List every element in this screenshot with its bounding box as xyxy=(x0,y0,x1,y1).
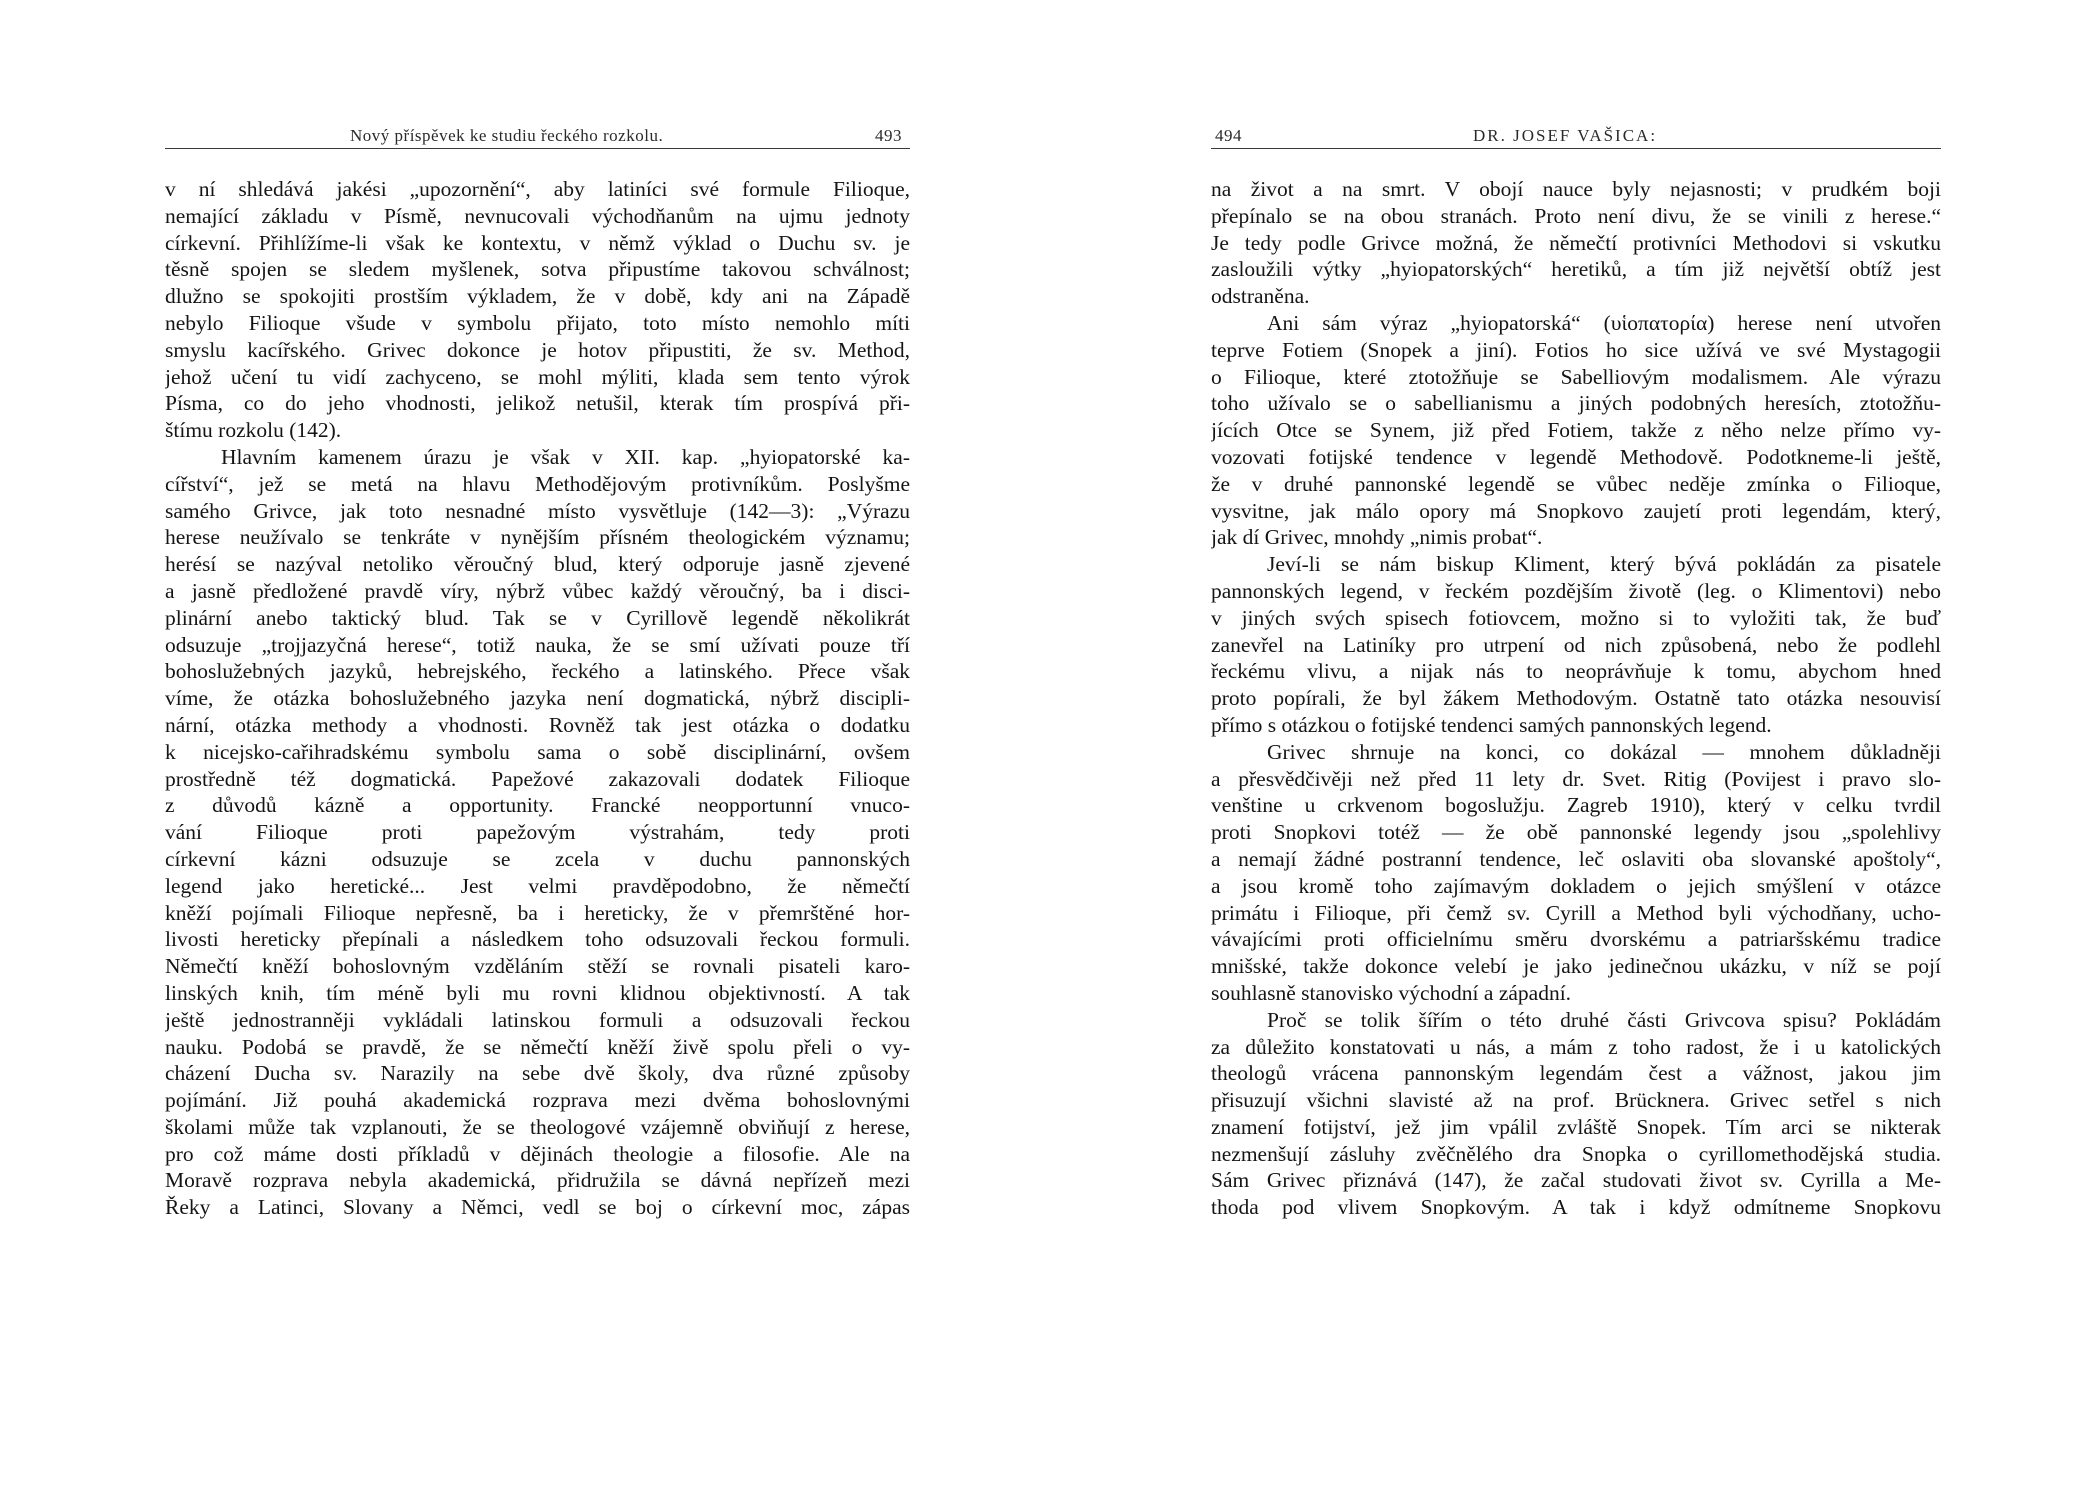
text-line: nární, otázka methody a vhodnosti. Rovněž tak jest otázka o dodatku xyxy=(165,712,910,737)
text-line: legend jako heretické... Jest velmi pravděpodobno, že němečtí xyxy=(165,873,910,898)
left-body-text xyxy=(165,176,910,1221)
text-line: odsuzuje „trojjazyčná herese“, totiž nauka, že se smí užívati pouze tří xyxy=(165,632,910,657)
text-line: v ní shledává jakési „upozornění“, aby latiníci své formule Filioque, xyxy=(165,177,910,201)
right-running-title: DR. JOSEF VAŠICA: xyxy=(1473,126,1658,145)
text-line: církevní. Přihlížíme-li však ke kontextu, v němž výklad o Duchu sv. je xyxy=(165,230,910,255)
text-line: na život a na smrt. V obojí nauce byly nejasnosti; v prudkém boji xyxy=(1211,177,1941,201)
text-line: Jeví-li se nám biskup Kliment, který bývá pokládán za pisatele xyxy=(1267,552,1941,577)
text-line: Písma, co do jeho vhodnosti, jelikož netušil, kterak tím prospívá při- xyxy=(165,391,910,416)
text-line: linských knih, tím méně byli mu rovni klidnou objektivností. A tak xyxy=(165,980,910,1005)
left-page-number: 493 xyxy=(875,126,902,145)
text-line: víme, že otázka bohoslužebného jazyka není dogmatická, nýbrž discipli- xyxy=(165,686,910,711)
text-line: církevní kázni odsuzuje se zcela v duchu pannonských xyxy=(165,846,910,871)
text-line: k nicejsko-cařihradskému symbolu sama o sobě disciplinární, ovšem xyxy=(165,739,910,764)
text-line: odstraněna. xyxy=(1211,284,1310,309)
text-line: štímu rozkolu (142). xyxy=(165,418,342,443)
text-line: zasloužili výtky „hyiopatorských“ heretiků, a tím již největší obtíž jest xyxy=(1211,257,1941,282)
text-line: o Filioque, které ztotožňuje se Sabelliovým modalismem. Ale výrazu xyxy=(1211,364,1941,389)
text-line: Němečtí kněží bohoslovným vzděláním stěží se rovnali pisateli karo- xyxy=(165,954,910,979)
text-line: primátu i Filioque, při čemž sv. Cyrill a Method byli východňany, ucho- xyxy=(1211,900,1941,925)
text-line: prostředně též dogmatická. Papežové zakazovali dodatek Filioque xyxy=(165,766,910,791)
text-line: vozovati fotijské tendence v legendě Methodově. Podotkneme-li ještě, xyxy=(1211,444,1941,469)
text-line: nauku. Podobá se pravdě, že se němečtí kněží živě spolu přeli o vy- xyxy=(165,1034,910,1059)
text-line: toho užívalo se o sabellianismu a jiných podobných heresích, ztotožňu- xyxy=(1211,391,1941,416)
text-line: vysvitne, jak málo opory má Snopkovo zaujetí proti legendám, který, xyxy=(1211,498,1941,523)
text-line: nebylo Filioque všude v symbolu přijato, toto místo nemohlo míti xyxy=(165,310,910,335)
left-running-title: Nový příspěvek ke studiu řeckého rozkolu. xyxy=(350,126,664,145)
text-line: Ani sám výraz „hyiopatorská“ (υἱοπατορία) herese není utvořen xyxy=(1267,310,1941,335)
text-line: thoda pod vlivem Snopkovým. A tak i když odmítneme Snopkovu xyxy=(1211,1195,1941,1220)
text-line: Grivec shrnuje na konci, co dokázal — mnohem důkladněji xyxy=(1267,739,1941,764)
text-line: Je tedy podle Grivce možná, že němečtí protivníci Methodovi si vskutku xyxy=(1211,230,1941,255)
text-line: livosti hereticky přepínali a následkem toho odsuzovali řeckou formuli. xyxy=(165,927,910,952)
text-line: theologů vrácena pannonským legendám čest a vážnost, jakou jim xyxy=(1211,1061,1941,1086)
text-line: herésí se nazýval netoliko věroučný blud, který odporuje jasně zjevené xyxy=(165,552,910,577)
text-line: přisuzují všichni slavisté až na prof. Brücknera. Grivec setřel s nich xyxy=(1211,1088,1941,1113)
text-line: z důvodů kázně a opportunity. Francké neopportunní vnuco- xyxy=(165,793,910,818)
text-line: v jiných svých spisech fotiovcem, možno si to vyložiti tak, že buď xyxy=(1211,605,1941,630)
text-line: kněží pojímali Filioque nepřesně, ba i hereticky, že v přemrštěné hor- xyxy=(165,900,910,925)
text-line: proto popírali, že byl žákem Methodovým. Ostatně tato otázka nesouvisí xyxy=(1211,686,1941,711)
text-line: řeckému vlivu, a nijak nás to neoprávňuje k tomu, abychom hned xyxy=(1211,659,1941,684)
left-head-rule xyxy=(165,148,910,149)
text-line: proti Snopkovi totéž — že obě pannonské legendy jsou „spolehlivy xyxy=(1211,820,1941,845)
text-line: Moravě rozprava nebyla akademická, přidružila se dávná nepřízeň mezi xyxy=(165,1168,910,1193)
text-line: Proč se tolik šířím o této druhé části Grivcova spisu? Pokládám xyxy=(1267,1007,1941,1032)
text-line: nemající základu v Písmě, nevnucovali východňanům na ujmu jednoty xyxy=(165,203,910,228)
text-line: plinární anebo taktický blud. Tak se v Cyrillově legendě několikrát xyxy=(165,605,910,630)
text-line: a jsou kromě toho zajímavým dokladem o jejich smýšlení v otázce xyxy=(1211,873,1941,898)
text-line: herese neužívalo se tenkráte v nynějším přísném theologickém významu; xyxy=(165,525,910,550)
text-line: Řeky a Latinci, Slovany a Němci, vedl se boj o církevní moc, zápas xyxy=(165,1195,910,1220)
text-line: za důležito konstatovati u nás, a mám z toho radost, že i u katolických xyxy=(1211,1034,1941,1059)
right-running-head xyxy=(1211,126,1941,146)
text-line: že v druhé pannonské legendě se vůbec neděje zmínka o Filioque, xyxy=(1211,471,1941,496)
right-head-rule xyxy=(1211,148,1941,149)
right-page-number: 494 xyxy=(1215,126,1242,145)
text-line: ještě jednostranněji vykládali latinskou formuli a odsuzovali řeckou xyxy=(165,1007,910,1032)
text-line: vávajícími proti officielnímu směru dvorskému a patriaršskému tradice xyxy=(1211,927,1941,952)
text-line: těsně spojen se sledem myšlenek, sotva připustíme takovou schválnost; xyxy=(165,257,910,282)
text-line: zanevřel na Latiníky pro utrpení od nich způsobená, nebo že podlehl xyxy=(1211,632,1941,657)
text-line: vání Filioque proti papežovým výstrahám, tedy proti xyxy=(165,820,910,845)
text-line: a jasně předložené pravdě víry, nýbrž vůbec každý věroučný, ba i disci- xyxy=(165,578,910,603)
text-line: a nemají žádné postranní tendence, leč oslaviti oba slovanské apoštoly“, xyxy=(1211,846,1941,871)
text-line: samého Grivce, jak toto nesnadné místo vysvětluje (142—3): „Výrazu xyxy=(165,498,910,523)
text-line: venštine u crkvenom bogoslužju. Zagreb 1910), který v celku tvrdil xyxy=(1211,793,1941,818)
text-line: cházení Ducha sv. Narazily na sebe dvě školy, dva různé způsoby xyxy=(165,1061,910,1086)
text-line: smyslu kacířského. Grivec dokonce je hotov připustiti, že sv. Method, xyxy=(165,337,910,362)
text-line: pojímání. Již pouhá akademická rozprava mezi dvěma bohoslovnými xyxy=(165,1088,910,1113)
text-line: souhlasně stanovisko východní a západní. xyxy=(1211,980,1572,1005)
text-line: školami může tak vzplanouti, že se theologové vzájemně obviňují z herese, xyxy=(165,1114,910,1139)
text-line: znamení fotijství, jež jim vpálil zvláště Snopek. Tím arci se nikterak xyxy=(1211,1114,1941,1139)
text-line: pannonských legend, v řeckém pozdějším životě (leg. o Klimentovi) nebo xyxy=(1211,578,1941,603)
text-line: Hlavním kamenem úrazu je však v XII. kap. „hyiopatorské ka- xyxy=(221,444,910,469)
text-line: jehož učení tu vidí zachyceno, se mohl mýliti, klada sem tento výrok xyxy=(165,364,910,389)
text-line: bohoslužebných jazyků, hebrejského, řeckého a latinského. Přece však xyxy=(165,659,910,684)
text-line: přepínalo se na obou stranách. Proto není divu, že se vinili z herese.“ xyxy=(1211,203,1941,228)
text-line: pro což máme dosti příkladů v dějinách theologie a filosofie. Ale na xyxy=(165,1141,910,1166)
text-line: jak dí Grivec, mnohdy „nimis probat“. xyxy=(1211,525,1543,550)
text-line: nezmenšují zásluhy zvěčnělého dra Snopka o cyrillomethodějská studia. xyxy=(1211,1141,1941,1166)
right-body-text xyxy=(1211,176,1941,1221)
left-running-head xyxy=(165,126,910,146)
text-line: Sám Grivec přiznává (147), že začal studovati život sv. Cyrilla a Me- xyxy=(1211,1168,1941,1193)
text-line: teprve Fotiem (Snopek a jiní). Fotios ho sice užívá ve své Mystagogii xyxy=(1211,337,1941,362)
text-line: dlužno se spokojiti prostším výkladem, že v době, kdy ani na Západě xyxy=(165,284,910,309)
text-line: mnišské, takže dokonce velebí je jako jedinečnou ukázku, v níž se pojí xyxy=(1211,954,1941,979)
text-line: cířství“, jež se metá na hlavu Methodějovým protivníkům. Poslyšme xyxy=(165,471,910,496)
text-line: a přesvědčivěji než před 11 lety dr. Svet. Ritig (Povijest i pravo slo- xyxy=(1211,766,1941,791)
text-line: přímo s otázkou o fotijské tendenci samých pannonských legend. xyxy=(1211,712,1772,737)
text-line: jících Otce se Synem, již před Fotiem, takže z něho nelze přímo vy- xyxy=(1211,418,1941,443)
